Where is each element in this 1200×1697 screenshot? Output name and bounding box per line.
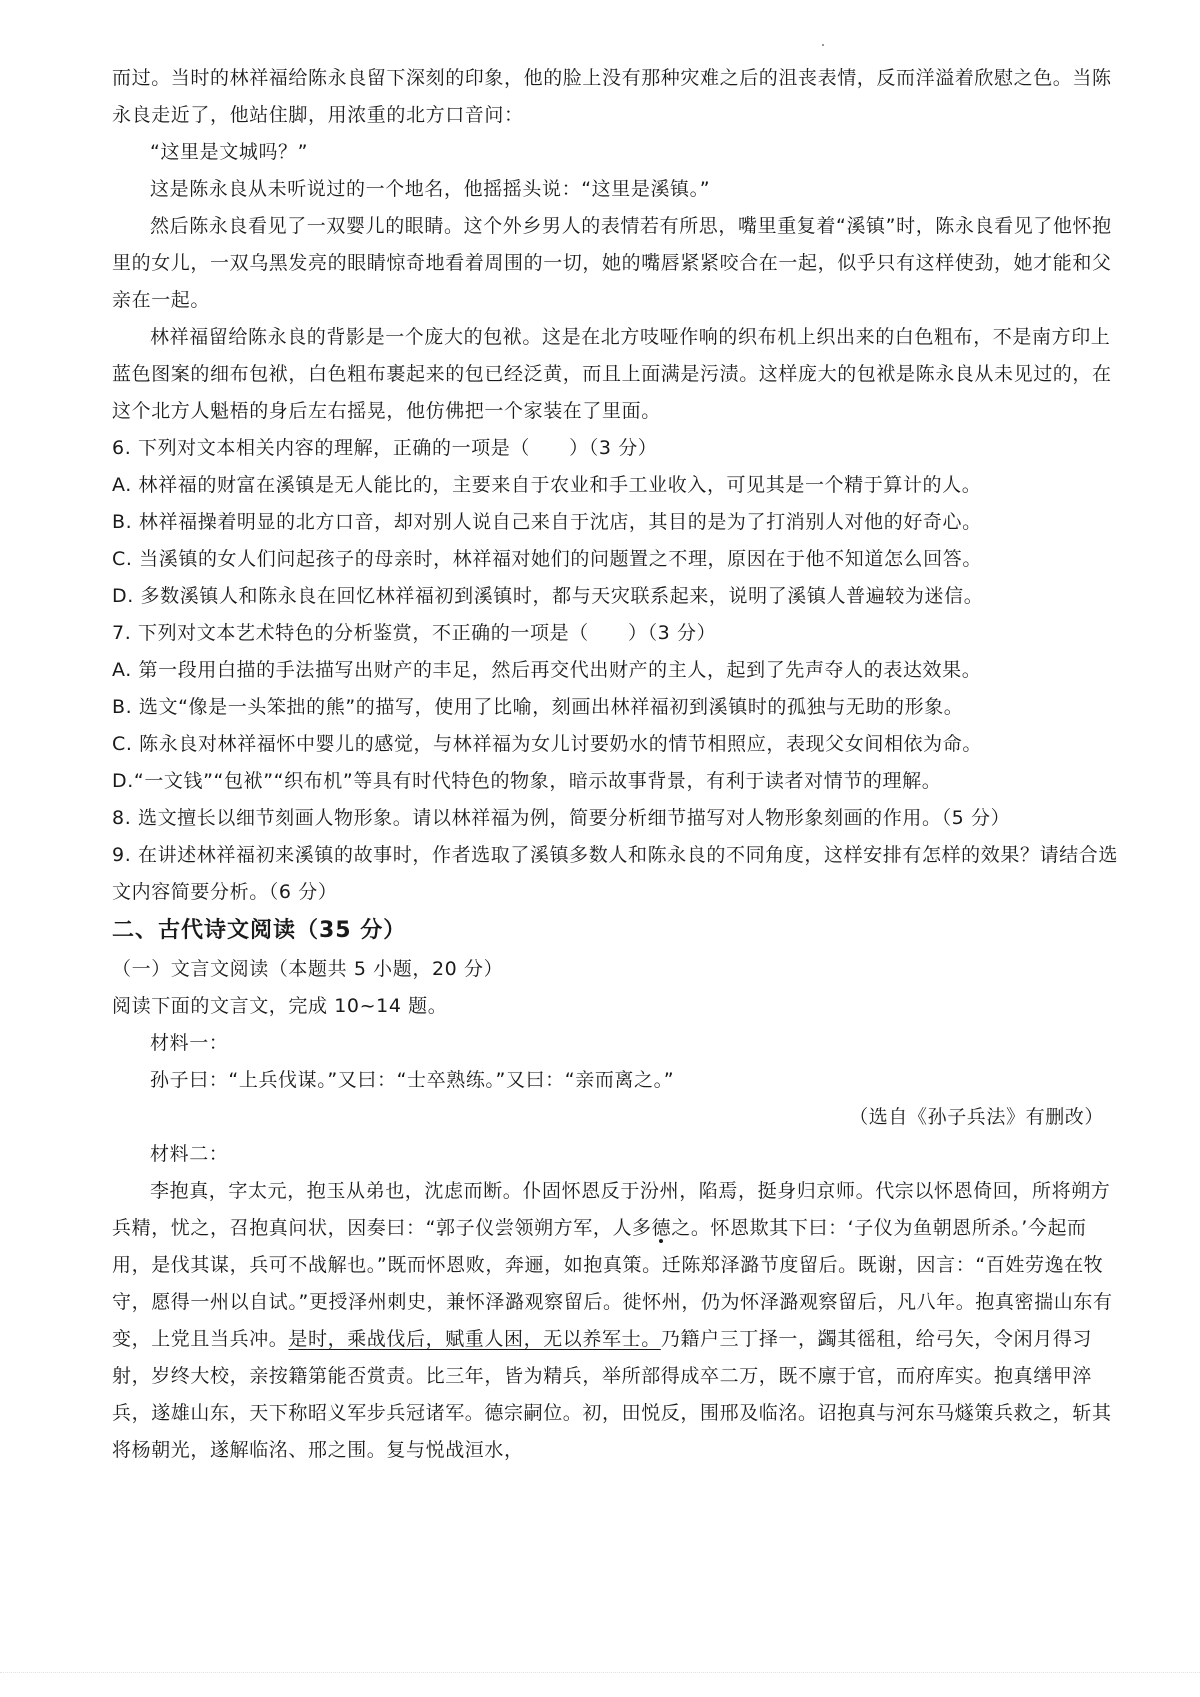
question-6-option-a: A. 林祥福的财富在溪镇是无人能比的，主要来自于农业和手工业收入，可见其是一个精于算计的人。 — [112, 474, 982, 496]
question-7-option-d: D.“一文钱”“包袱”“织布机”等具有时代特色的物象，暗示故事背景，有利于读者对情节的理解。 — [112, 770, 942, 792]
question-7-option-a: A. 第一段用白描的手法描写出财产的丰足，然后再交代出财产的主人，起到了先声夺人的表达效果。 — [112, 659, 982, 681]
question-6-option-c: C. 当溪镇的女人们问起孩子的母亲时，林祥福对她们的问题置之不理，原因在于他不知道怎么回答。 — [112, 548, 982, 570]
material-2-text-part-3: 乃籍户三丁择一，蠲其徭租，给弓矢，令闲月得习射，岁终大校，亲按籍第能否赏责。比三年，皆为精兵，举所部得成卒二万，既不廪于官，而府库实。抱真缮甲淬兵，遂雄山东，天下称昭义军步兵冠诸军。德宗嗣位。初，田悦反，围邢及临洺。诏抱真与河东马燧策兵救之，斩其将杨朝光，遂解临洺、邢之围。复与悦战洹水， — [112, 1328, 1112, 1461]
section-2-heading: 二、古代诗文阅读（35 分） — [112, 918, 407, 943]
question-8: 8. 选文擅长以细节刻画人物形象。请以林祥福为例，简要分析细节描写对人物形象刻画的作用。（5 分） — [112, 807, 1011, 829]
passage-paragraph-2: 这是陈永良从未听说过的一个地名，他摇摇头说：“这里是溪镇。” — [150, 178, 711, 200]
material-2-text-part-2: 之。怀恩欺其下曰：‘子仪为鱼朝恩所杀。’今起而用，是伐其谋，兵可不战解也。”既而怀恩败，奔逦，如抱真策。迁陈郑泽潞节度留后。既谢，因言：“百姓劳逸在牧守，愿得一州以自试。”更授泽州刺史，兼怀泽潞观察留后。徙怀州，仍为怀泽潞观察留后，凡八年。抱真密揣山东有变，上党且当兵冲。 — [112, 1217, 1113, 1350]
question-6-stem: 6. 下列对文本相关内容的理解，正确的一项是（ ）（3 分） — [112, 437, 658, 459]
section-2-instruction: 阅读下面的文言文，完成 10~14 题。 — [112, 995, 448, 1017]
scan-speck — [822, 44, 824, 46]
question-9: 9. 在讲述林祥福初来溪镇的故事时，作者选取了溪镇多数人和陈永良的不同角度，这样安排有怎样的效果？请结合选文内容简要分析。（6 分） — [112, 844, 1118, 903]
material-2-text-part-1: 李抱真，字太元，抱玉从弟也，沈虑而断。仆固怀恩反于汾州，陷焉，挺身归京师。代宗以怀恩倚回，所将朔方兵精，忧之，召抱真问状，因奏曰：“郭子仪尝领朔方军，人多 — [112, 1180, 1111, 1239]
question-7-stem: 7. 下列对文本艺术特色的分析鉴赏，不正确的一项是（ ）（3 分） — [112, 622, 717, 644]
question-6-option-d: D. 多数溪镇人和陈永良在回忆林祥福初到溪镇时，都与天灾联系起来，说明了溪镇人普遍较为迷信。 — [112, 585, 984, 607]
passage-quote-question: “这里是文城吗？” — [150, 141, 309, 163]
material-1-source: （选自《孙子兵法》有删改） — [849, 1106, 1104, 1128]
section-2-subheading: （一）文言文阅读（本题共 5 小题，20 分） — [112, 958, 504, 980]
page-content — [112, 60, 1118, 1469]
passage-paragraph-3: 然后陈永良看见了一双婴儿的眼睛。这个外乡男人的表情若有所思，嘴里重复着“溪镇”时，陈永良看见了他怀抱里的女儿，一双乌黑发亮的眼睛惊奇地看着周围的一切，她的嘴唇紧紧咬合在一起，似乎只有这样使劲，她才能和父亲在一起。 — [112, 215, 1112, 311]
passage-paragraph-1: 而过。当时的林祥福给陈永良留下深刻的印象，他的脸上没有那种灾难之后的沮丧表情，反而洋溢着欣慰之色。当陈永良走近了，他站住脚，用浓重的北方口音问： — [112, 67, 1112, 126]
material-2-text — [112, 1173, 1118, 1469]
question-7-option-c: C. 陈永良对林祥福怀中婴儿的感觉，与林祥福为女儿讨要奶水的情节相照应，表现父女间相依为命。 — [112, 733, 982, 755]
material-2-label: 材料二： — [150, 1143, 229, 1165]
passage-paragraph-4: 林祥福留给陈永良的背影是一个庞大的包袱。这是在北方吱哑作响的织布机上织出来的白色粗布，不是南方印上蓝色图案的细布包袱，白色粗布裹起来的包已经泛黄，而且上面满是污渍。这样庞大的包袱是陈永良从未见过的，在这个北方人魁梧的身后左右摇晃，他仿佛把一个家装在了里面。 — [112, 326, 1112, 422]
question-7-option-b: B. 选文“像是一头笨拙的熊”的描写，使用了比喻，刻画出林祥福初到溪镇时的孤独与无助的形象。 — [112, 696, 964, 718]
emphasis-dot-char: 德 — [651, 1217, 672, 1239]
material-1-text: 孙子曰：“上兵伐谋。”又曰：“士卒熟练。”又曰：“亲而离之。” — [150, 1069, 675, 1091]
page-bottom-edge — [0, 1672, 1200, 1673]
underlined-sentence: 是时，乘战伐后，赋重人困，无以养军士。 — [288, 1328, 661, 1350]
question-6-option-b: B. 林祥福操着明显的北方口音，却对别人说自己来自于沈店，其目的是为了打消别人对他的好奇心。 — [112, 511, 982, 533]
material-1-label: 材料一： — [150, 1032, 229, 1054]
